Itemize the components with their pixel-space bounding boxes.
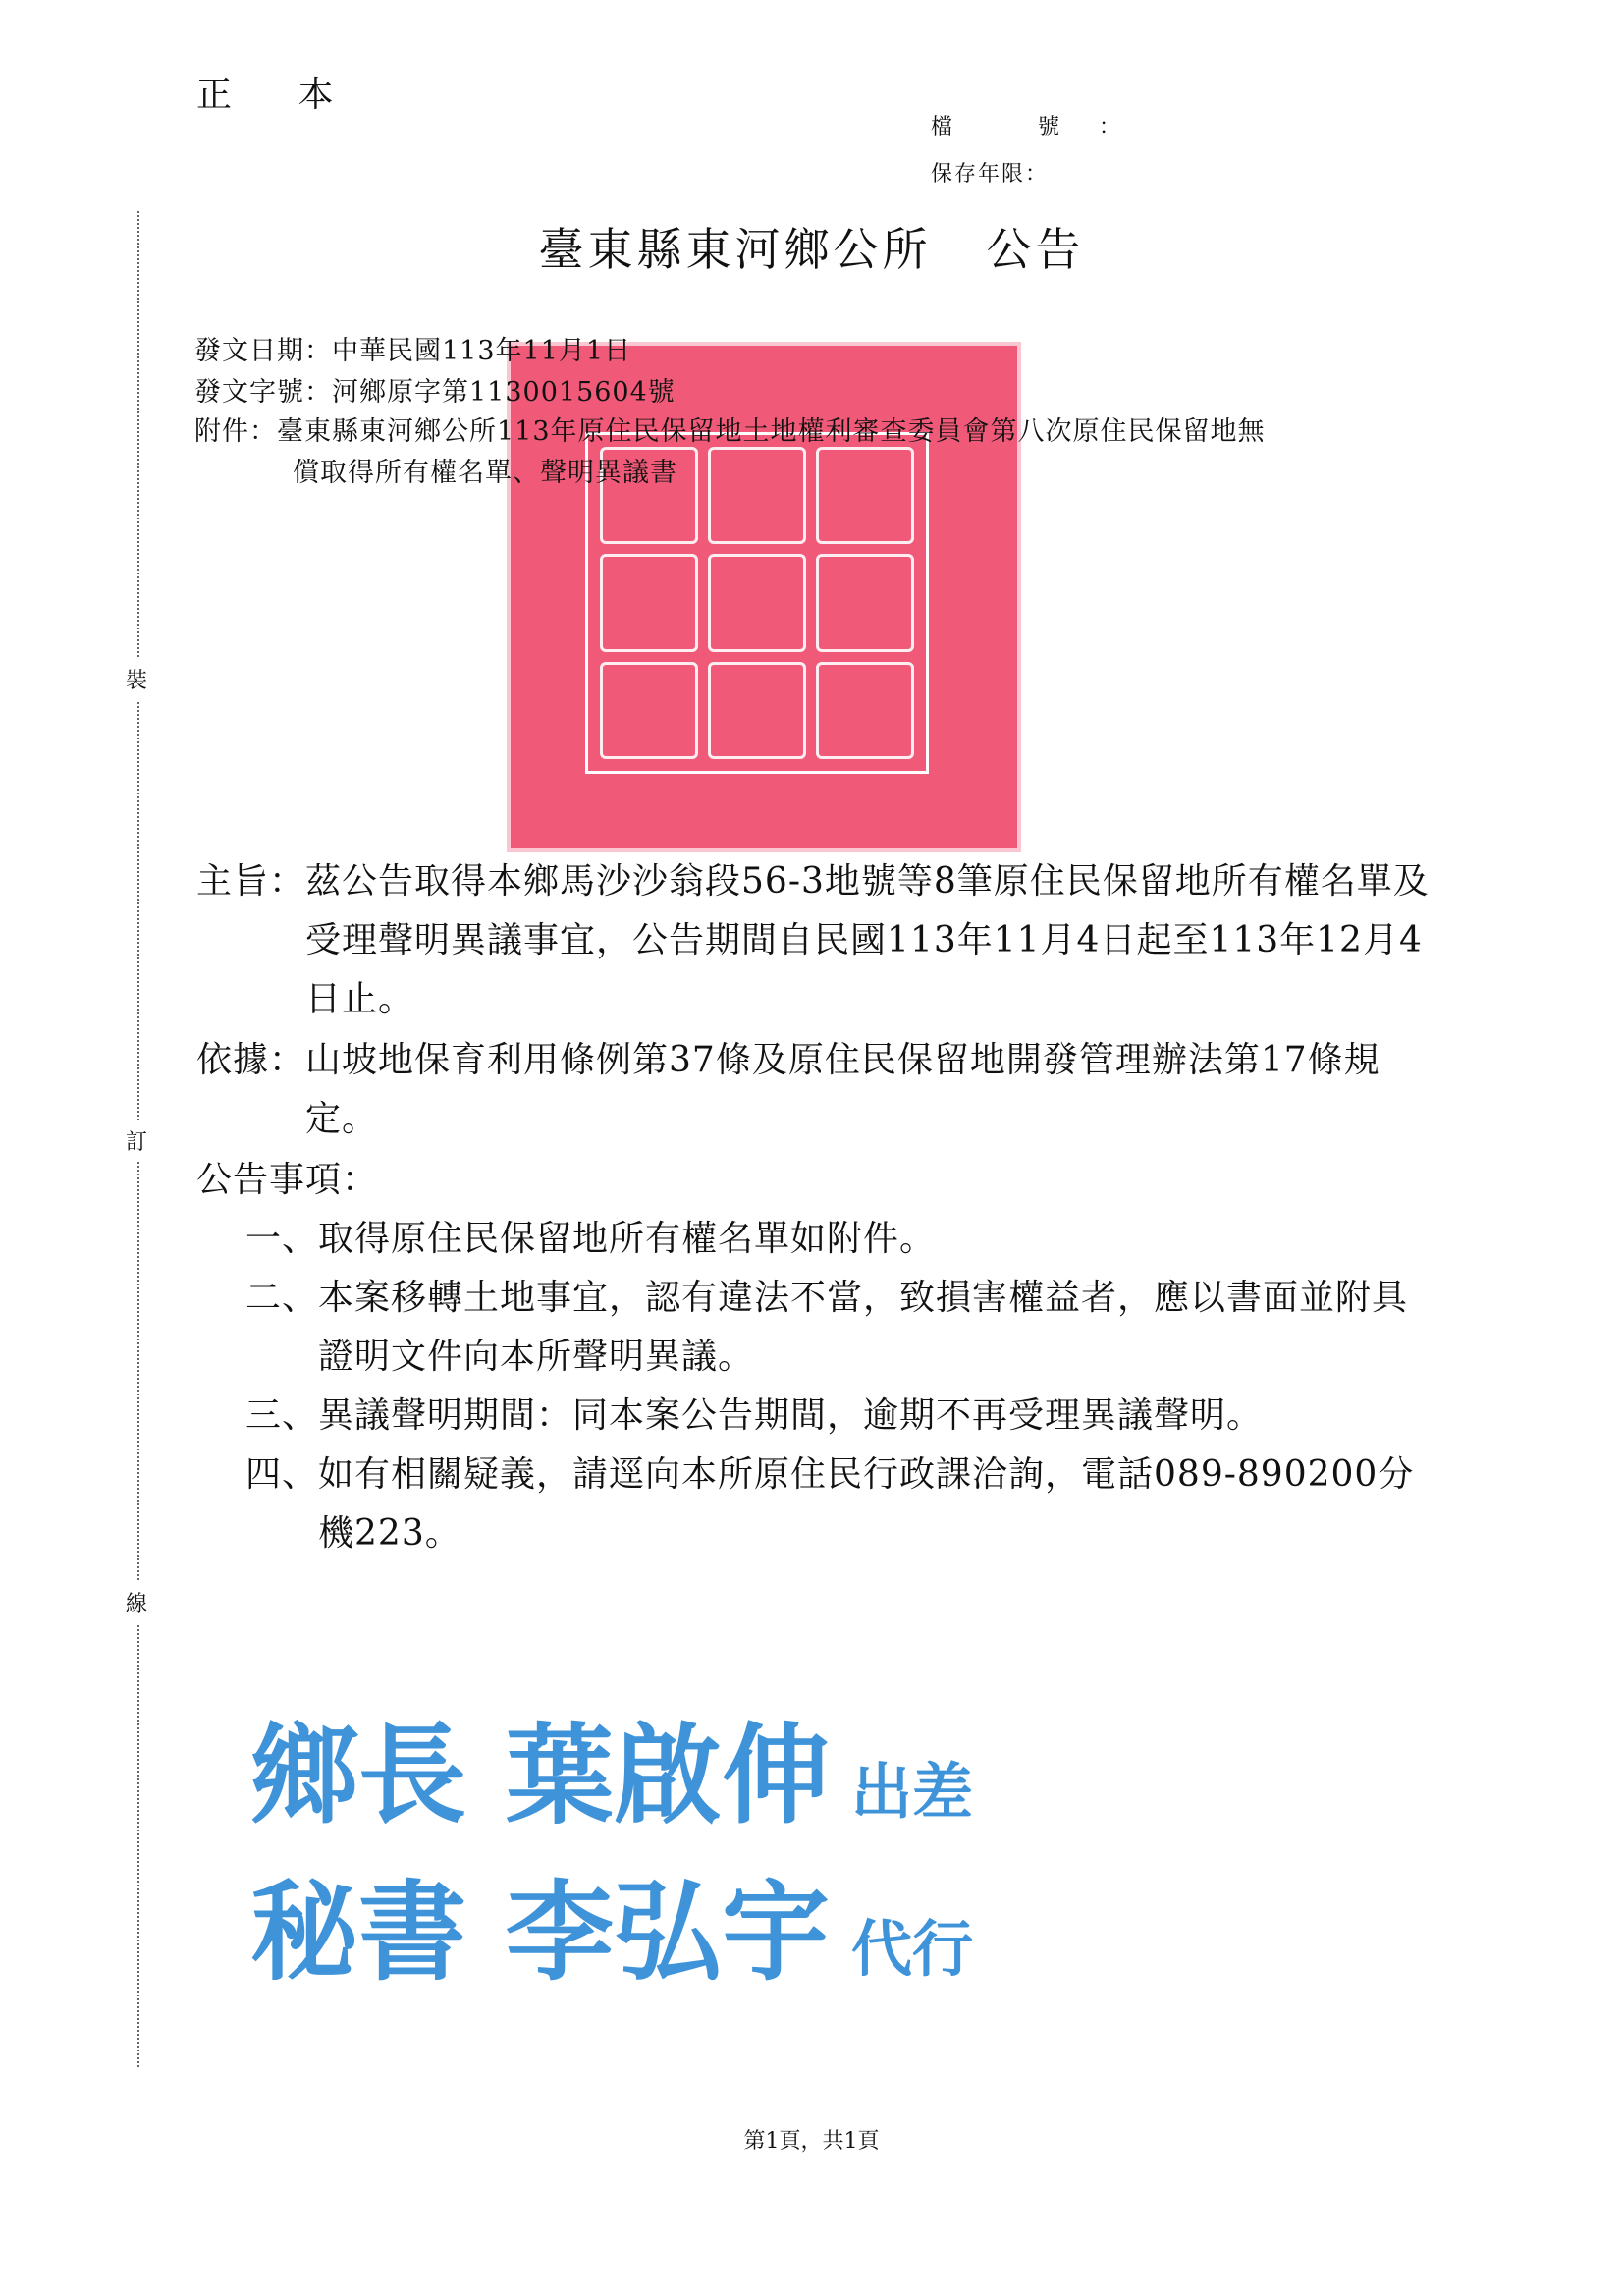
basis-label: 依據：	[196, 1040, 306, 1080]
seal-glyph	[600, 554, 698, 651]
secretary-title: 秘書	[250, 1870, 466, 1995]
file-number-field	[931, 110, 1122, 140]
page-number: 第1頁，共1頁	[743, 2129, 880, 2154]
binding-char-zhuang: 裝	[126, 658, 147, 700]
retention-period-label: 保存年限：	[931, 162, 1050, 187]
seal-glyph	[816, 662, 914, 759]
list-item	[245, 1210, 1443, 1269]
announcement-items-list	[245, 1210, 1443, 1563]
file-number-colon: ：	[1099, 115, 1123, 139]
subject-paragraph	[196, 852, 1443, 1029]
seal-glyph	[816, 554, 914, 651]
seal-glyph	[708, 554, 806, 651]
title-type: 公告	[986, 223, 1085, 276]
attachment-label: 附件：	[194, 416, 277, 447]
list-item	[245, 1446, 1443, 1563]
basis-text: 山坡地保育利用條例第37條及原住民保留地開發管理辦法第17條規定。	[305, 1040, 1380, 1139]
basis-paragraph	[196, 1031, 1443, 1149]
signature-stamp-secretary	[250, 1846, 973, 2001]
title-organization: 臺東縣東河鄉公所	[538, 223, 932, 276]
original-copy-mark: 正 本	[196, 75, 361, 115]
mayor-name: 葉啟伸	[506, 1713, 830, 1838]
item-number: 四、	[245, 1454, 319, 1495]
attachment-line	[194, 411, 1432, 494]
list-item	[245, 1269, 1443, 1387]
item-number: 二、	[245, 1278, 319, 1318]
mayor-title: 鄉長	[250, 1713, 466, 1838]
attachment-text-2: 償取得所有權名單、聲明異議書	[293, 458, 677, 488]
binding-char-ding: 訂	[126, 1120, 147, 1162]
signature-stamp-mayor	[250, 1689, 973, 1844]
binding-char-xian: 線	[126, 1581, 147, 1623]
subject-label: 主旨：	[196, 861, 306, 902]
item-text: 本案移轉土地事宜，認有違法不當，致損害權益者，應以書面並附具證明文件向本所聲明異議。	[318, 1278, 1409, 1377]
issue-number: 發文字號：河鄉原字第1130015604號	[194, 377, 676, 408]
issue-date: 發文日期：中華民國113年11月1日	[194, 336, 632, 366]
attachment-text-1: 臺東縣東河鄉公所113年原住民保留地土地權利審查委員會第八次原住民保留地無	[277, 416, 1266, 447]
seal-glyph	[600, 662, 698, 759]
secretary-name: 李弘宇	[506, 1870, 830, 1995]
item-text: 取得原住民保留地所有權名單如附件。	[318, 1219, 937, 1259]
item-number: 三、	[245, 1395, 319, 1436]
item-number: 一、	[245, 1219, 319, 1259]
announcement-items-heading: 公告事項：	[196, 1160, 379, 1200]
mayor-note: 出差	[851, 1756, 974, 1828]
document-title	[0, 214, 1623, 279]
seal-glyph	[708, 662, 806, 759]
item-text: 如有相關疑義，請逕向本所原住民行政課洽詢，電話089-890200分機223。	[318, 1454, 1415, 1554]
secretary-note: 代行	[851, 1913, 974, 1985]
subject-text: 茲公告取得本鄉馬沙沙翁段56-3地號等8筆原住民保留地所有權名單及受理聲明異議事宜，公告期間自民國113年11月4日起至113年12月4日止。	[305, 861, 1430, 1019]
item-text: 異議聲明期間：同本案公告期間，逾期不再受理異議聲明。	[318, 1395, 1264, 1436]
file-number-label: 檔 號	[931, 115, 1099, 139]
list-item	[245, 1387, 1443, 1446]
